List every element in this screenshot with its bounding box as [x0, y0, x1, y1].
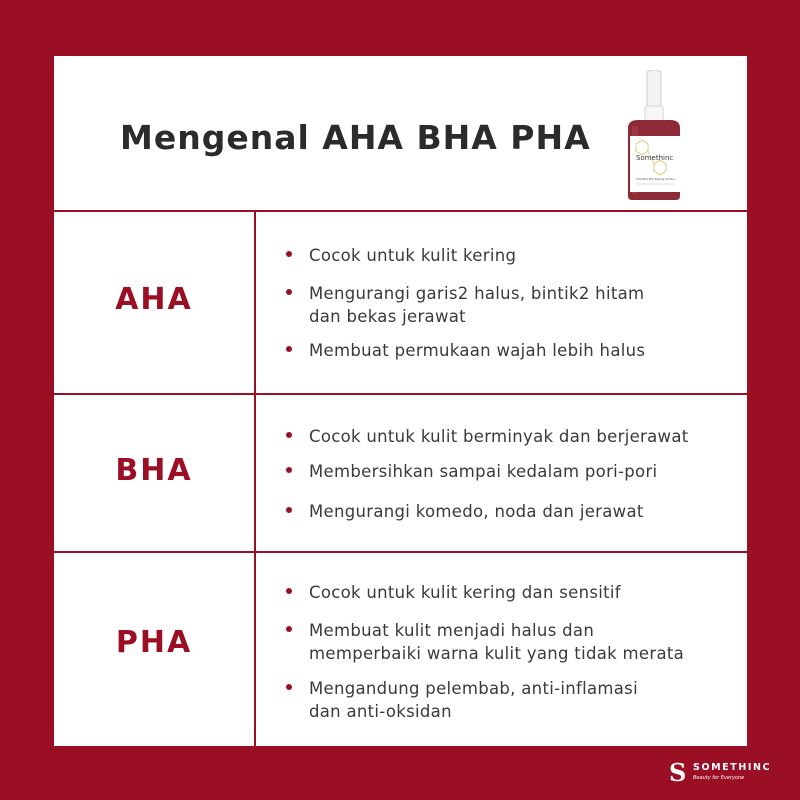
bullet-text: Mengurangi garis2 halus, bintik2 hitam dan bekas jerawat: [309, 284, 645, 326]
bullet-text: Mengurangi komedo, noda dan jerawat: [309, 502, 644, 521]
row-bha: [54, 395, 747, 551]
page-title: Mengenal AHA BHA PHA: [120, 118, 591, 157]
brand-name: SOMETHINC: [693, 762, 772, 773]
brand-logo-letter: S: [669, 758, 687, 787]
bullet-dot-icon: [286, 588, 292, 594]
card-header: [54, 56, 747, 210]
bullet-text: Membuat kulit menjadi halus dan memperbaiki warna kulit yang tidak merata: [309, 621, 685, 663]
bullet-text: Mengandung pelembab, anti-inflamasi dan anti-oksidan: [309, 679, 638, 721]
bullet-dot-icon: [286, 346, 292, 352]
bullet-dot-icon: [286, 289, 292, 295]
bullet-text: Cocok untuk kulit kering dan sensitif: [309, 583, 621, 602]
bullet-dot-icon: [286, 251, 292, 257]
bullet-text: Membuat permukaan wajah lebih halus: [309, 341, 646, 360]
row-label: PHA: [115, 625, 193, 660]
brand-logo: [669, 760, 789, 790]
bullet-text: Cocok untuk kulit berminyak dan berjerawat: [309, 427, 689, 446]
bullet-dot-icon: [286, 467, 292, 473]
bullet-text: Cocok untuk kulit kering: [309, 246, 517, 265]
brand-tagline: Beauty for Everyone: [693, 775, 745, 781]
bullet-dot-icon: [286, 432, 292, 438]
row-pha: [54, 553, 747, 746]
bullet-text: Membersihkan sampai kedalam pori-pori: [309, 462, 658, 481]
info-card: [54, 56, 747, 746]
row-label: AHA: [115, 282, 193, 317]
bullet-dot-icon: [286, 684, 292, 690]
bullet-dot-icon: [286, 626, 292, 632]
row-label: BHA: [115, 453, 193, 488]
bullet-dot-icon: [286, 507, 292, 513]
row-aha: [54, 212, 747, 393]
product-bottle-image: [614, 70, 694, 202]
bottle-product-label: AHA BHA PHA Peeling Solution: [636, 178, 676, 181]
bottle-brand-label: Somethinc: [636, 154, 674, 162]
